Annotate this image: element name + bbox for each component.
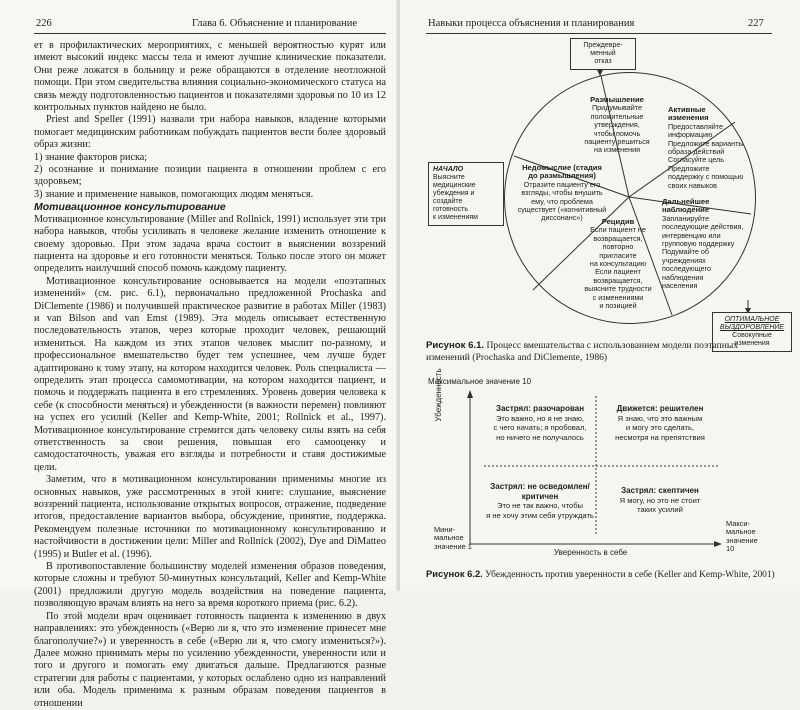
optimal-recovery-body: Совокупные изменения xyxy=(732,332,772,347)
quadrant-body: Я могу, но это не стоит таких усилий xyxy=(619,495,701,515)
stage-body: Отразите пациенту его взгляды, чтобы внушить ему, что проблема существует («когнитивный диссонанс») xyxy=(517,179,607,223)
left-running-head: Глава 6. Объяснение и планирование xyxy=(192,18,358,29)
left-body-text xyxy=(34,40,386,710)
min-value-label: Мини- мальное значение 1 xyxy=(434,525,472,551)
stage-title: Размышление xyxy=(590,95,644,104)
stage-title: Активные изменения xyxy=(668,105,709,123)
stage-body: Предоставляйте информацию Предложите варианты образа действий Согласуйте цель Предложите поддержку с помощью своих навыков xyxy=(668,121,744,190)
caption-text: Процесс вмешательства с использованием модели поэтапных изменений (Prochaska and DiClemente, 1986) xyxy=(426,340,739,363)
quadrant-title: Застрял: не осведомлен/ критичен xyxy=(490,482,590,501)
list-item: 1) знание факторов риска; xyxy=(34,151,148,163)
right-page xyxy=(400,0,800,591)
quadrant-body: Это не так важно, чтобы я не хочу этим себя утруждать xyxy=(486,501,594,520)
paragraph: В противопоставление большинству моделей изменения образов поведения, которые сложны и требуют 50-минутных консультаций, Keller and Kemp-White (2001) предложили другую модель воздействия на поведение пациента, позволяющую врачам влиять на него за время короткого приема (рис. 6.2). xyxy=(34,561,386,610)
paragraph: Мотивационное консультирование основывается на модели «поэтапных изменений» (см. рис. 6.1), первоначально предложенной Prochaska and DiClemente (1986) и получившей практическое развитие в работах Miller (1983) и van Bilson and van Emst (1989). Эта модель описывает естественную последовательность этапов, через которые проходит человек, решающий измениться. На каждом из этих этапов человек мыслит по-разному, и профессиональное вмешательство будет тем успешнее, чем лучше будет адаптировано к тому этапу, на котором находится человек. Роль специалиста — определить этап процесса самомотивации, на котором находится пациент, и помочь и поддержать пациента в его стремлениях. Уровень доверия человека к себе (к способности меняться) и убежденности (в важности перемен) повлияют на успех его усилий (Keller and Kemp-White, 2001; Rollnick et al., 1997). Мотивационное консультирование стремится дать человеку силы взять на себя ответственность за свои решения, повышая его самооценку и самодостаточность, уважая его взгляды и потребности и ставя достижимые цели. xyxy=(34,275,386,473)
caption-label: Рисунок 6.1. xyxy=(426,340,485,351)
paragraph: Заметим, что в мотивационном консультировании применимы многие из основных навыков, уже рассмотренных в этой книге: слушание, выяснение воззрений пациента, использование открытых вопросов, отражение, подведение итогов, предоставление вариантов выбора, обсуждение, принятие, поддержка. Рекомендуем полезные источники по мотивационному консультированию и настойчивости в достижении цели: Miller and Rollnick (2002), Dye and DiMatteo (1995) и Butler et al. (1996). xyxy=(34,474,386,560)
quadrant-title: Движется: решителен xyxy=(616,404,704,413)
premature-dropout-label: Преждевре- менный отказ xyxy=(583,42,623,65)
quadrant-frustrated xyxy=(486,404,594,442)
caption-text: Убежденность против уверенности в себе (Keller and Kemp-White, 2001) xyxy=(485,570,775,580)
left-page xyxy=(0,0,400,709)
right-page-number: 227 xyxy=(748,18,764,29)
optimal-recovery-title: ОПТИМАЛЬНОЕ ВЫЗДОРОВЛЕНИЕ xyxy=(719,316,785,331)
figure-6-2-axes xyxy=(400,0,800,591)
y-axis-label: Убежденность xyxy=(434,368,443,422)
paragraph: ет в профилактических мероприятиях, с меньшей вероятностью курят или имеют высокий индекс массы тела и имеют лучшие клинические показатели. Они реже ложатся в больницу и реже обращаются в отделение неотложной помощи. При этом сведительства влияния социально-экономического статуса на связь между подготовленностью пациентов и показателями здоровья по 10 из 12 контрольных пунктов найдено не было. xyxy=(34,40,386,114)
paragraph: Priest and Speller (1991) назвали три набора навыков, владение которыми помогает медицинским работникам побуждать пациентов вести более здоровый образ жизни: xyxy=(34,114,386,151)
x-axis-label: Уверенность в себе xyxy=(554,548,628,557)
start-title: НАЧАЛО xyxy=(433,166,464,173)
right-running-head: Навыки процесса объяснения и планирования xyxy=(428,18,635,29)
caption-label: Рисунок 6.2. xyxy=(426,568,483,579)
stage-body: Придумывайте положительные утверждения, чтобы помочь пациенту решиться на изменения xyxy=(584,103,650,155)
start-body: Выясните медицинские убеждения и создайте готовность к изменениям xyxy=(433,174,478,221)
quadrant-skeptical xyxy=(604,486,716,515)
paragraph: По этой модели врач оценивает готовность пациента к изменению в двух направлениях: это убежденность («Верю ли я, что это изменение принесет мне благополучие?») и уверенность в себе («Верю ли я, что смогу измениться?»). Далее можно принимать меры по усилению убежденности, уверенности или и того и другого и помогать ему двигаться дальше. Предлагаются разные стратегии для работы с пациентами, у которых ослаблено одно из направлений или оба. Модель применима к разным образам поведения пациентов в отношении xyxy=(34,610,386,709)
paragraph: Мотивационное консультирование (Miller and Rollnick, 1991) использует эти три набора навыков, чтобы усиливать в человеке желание изменить отношение к своему здоровью. При этом задача врача состоит в выяснении воззрений пациента на здоровье и его готовности меняться. Только после этого он может определить наилучший способ помочь каждому пациенту. xyxy=(34,213,386,275)
quadrant-uninformed xyxy=(486,482,594,520)
quadrant-body: Это важно, но я не знаю, с чего начать; я пробовал, но ничего не получалось xyxy=(493,413,587,442)
stage-title: Рецидив xyxy=(601,217,635,226)
max-x-value-label: Макси- мальное значение 10 xyxy=(726,519,758,554)
quadrant-title: Застрял: разочарован xyxy=(495,404,585,413)
stage-body: Запланируйте последующие действия, интервенцию или групповую поддержку Подумайте об учреждениях последующего наблюдения населения xyxy=(662,213,744,291)
left-page-number: 226 xyxy=(36,18,52,29)
quadrant-title: Застрял: скептичен xyxy=(621,486,699,495)
quadrant-body: Я знаю, что это важным и могу это сделать, несмотря на препятствия xyxy=(615,413,705,442)
max-value-label: Максимальное значение 10 xyxy=(428,377,532,386)
section-title: Мотивационное консультирование xyxy=(34,201,226,214)
stage-title: Недомыслие (стадия до размышления) xyxy=(522,163,602,181)
stage-body: Если пациент не возвращается, повторно пригласите на консультацию Если пациент возвращается, выясните трудности с изменениями и позицией xyxy=(584,225,652,311)
left-header-rule xyxy=(34,33,386,34)
figure-6-2-caption xyxy=(426,568,776,582)
list-item: 3) знание и применение навыков, помогающих людям меняться. xyxy=(34,188,314,200)
quadrant-determined xyxy=(604,404,716,442)
list-item: 2) осознание и понимание позиции пациента в отношении проблем с его здоровьем; xyxy=(34,164,386,188)
stage-title: Дальнейшее наблюдение xyxy=(662,197,710,215)
